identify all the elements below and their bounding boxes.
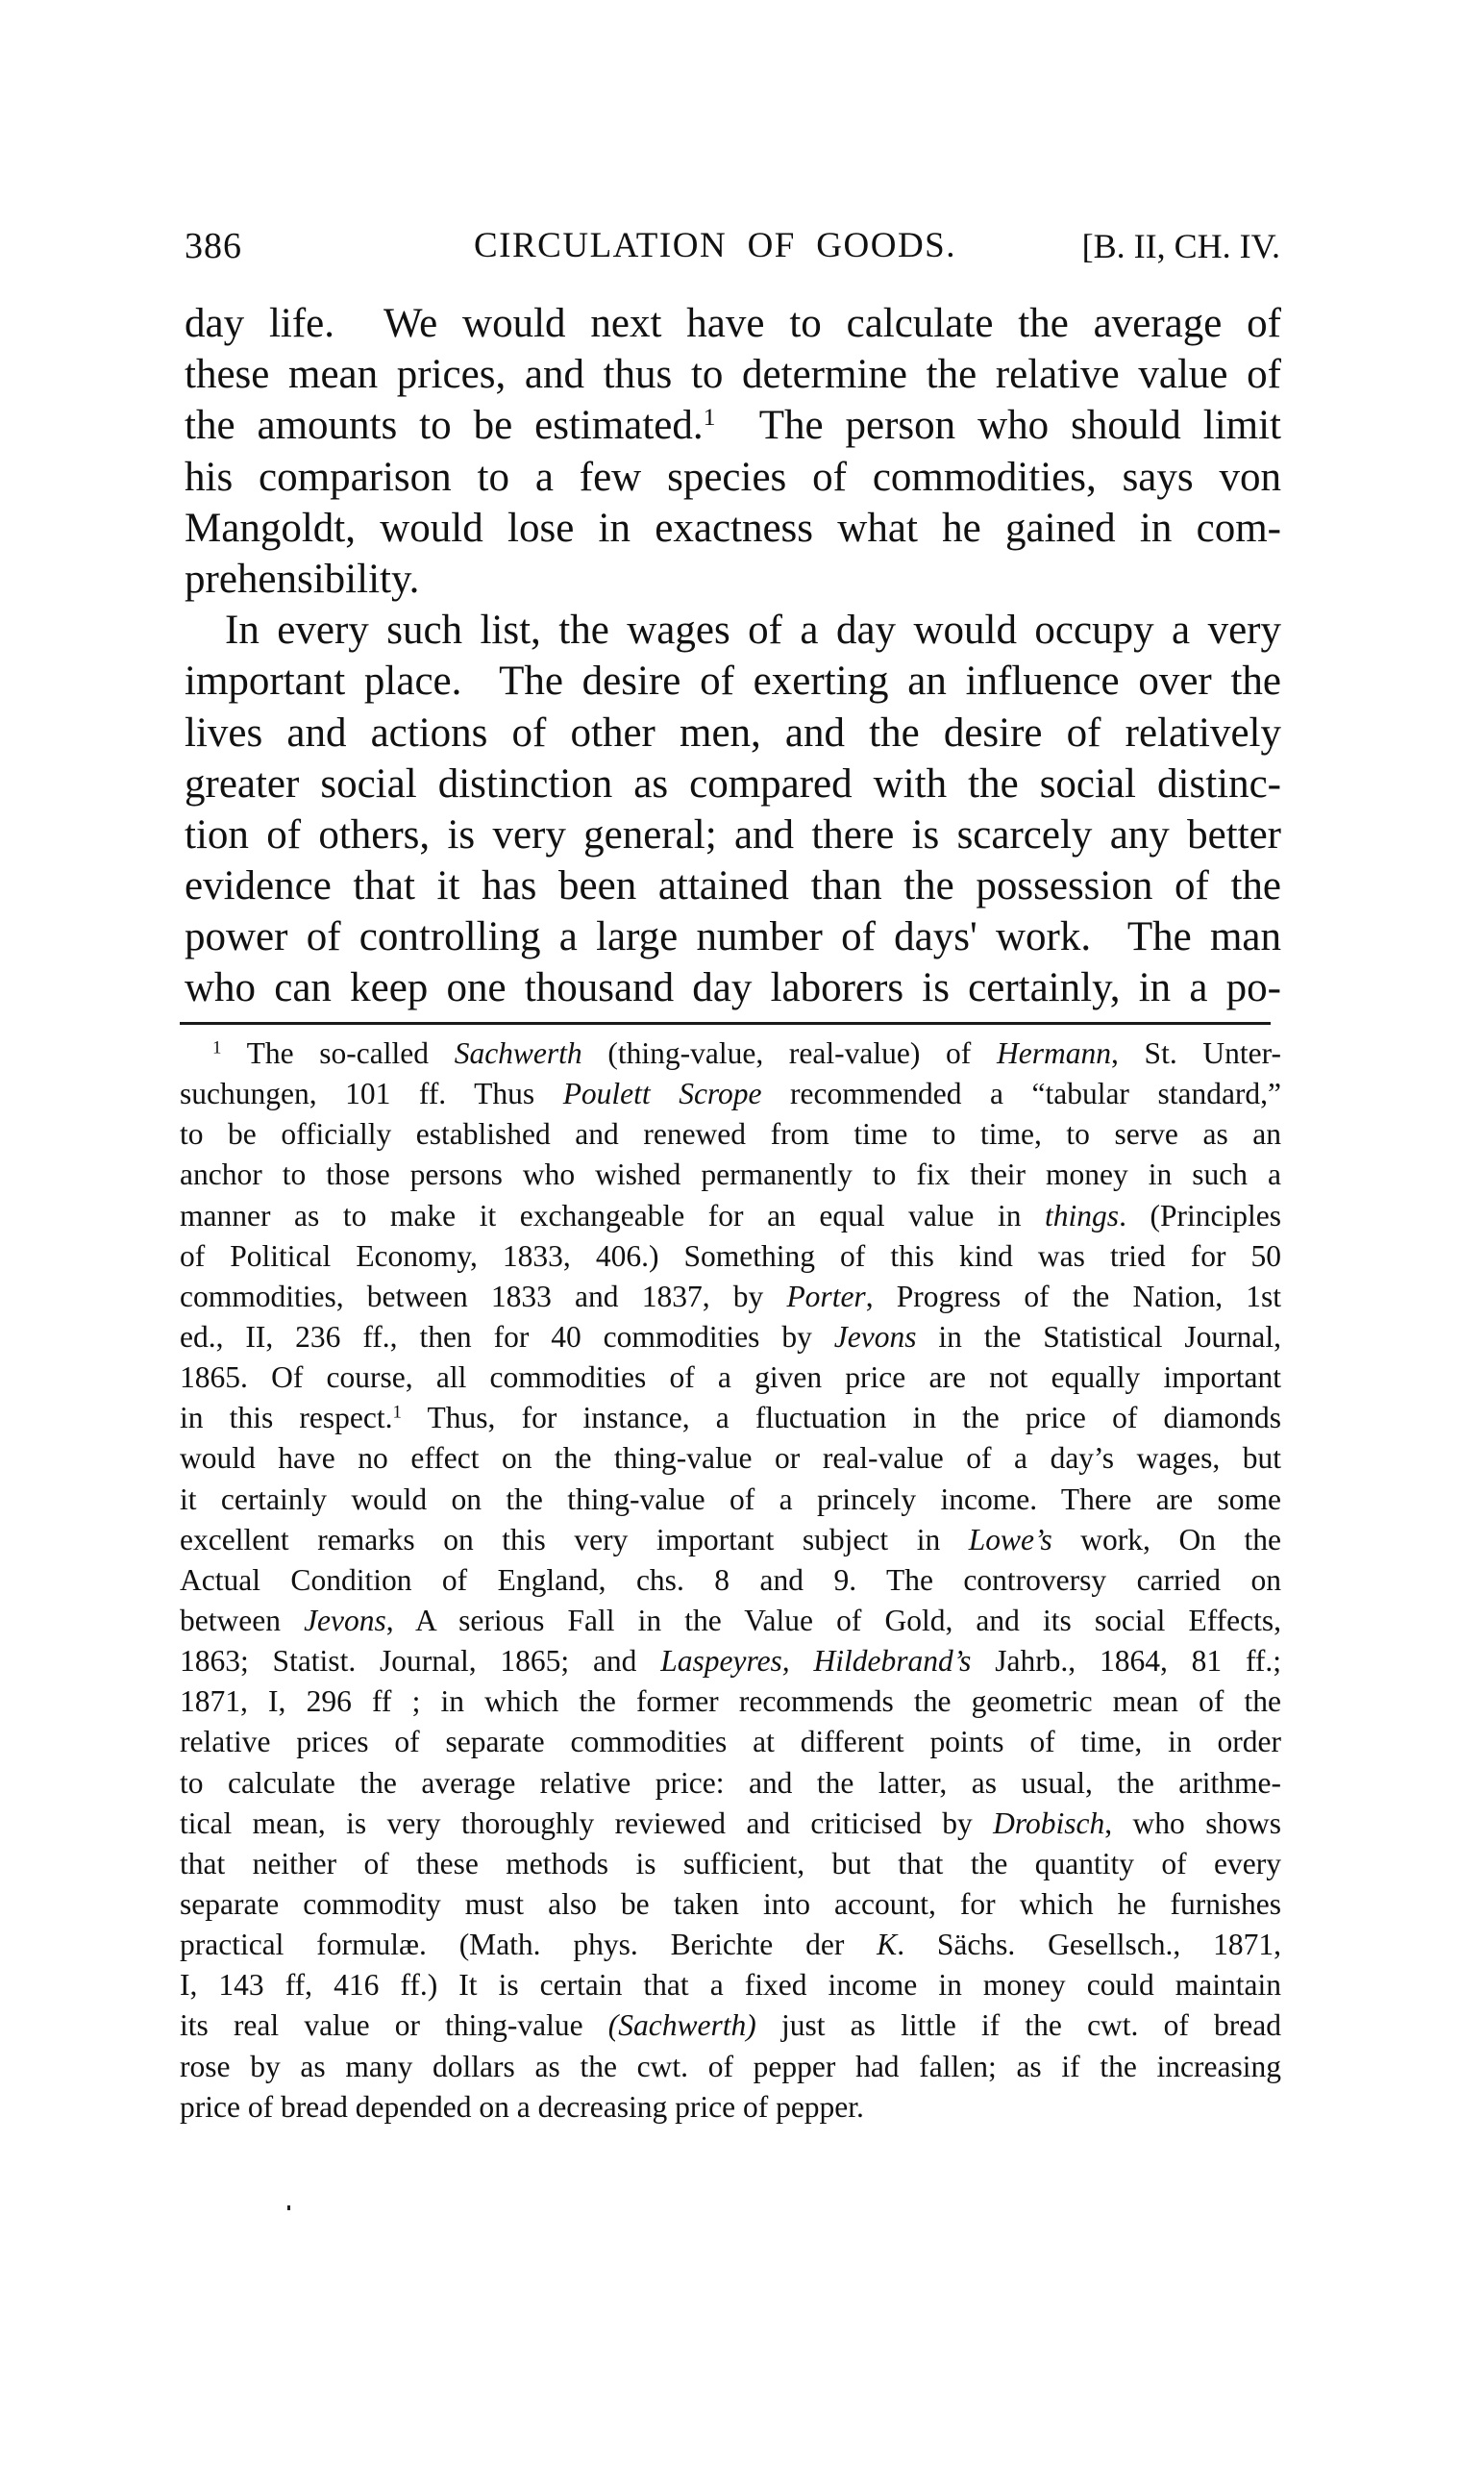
body-line	[185, 298, 1281, 349]
footnote-line	[180, 1196, 1281, 1236]
text-run: just as little if the cwt. of bread	[755, 2008, 1281, 2043]
text-run: greater social distinction as compared with the social distinc-	[185, 760, 1281, 807]
text-run: power of controlling a large number of days' work. The man	[185, 914, 1281, 960]
text-run: The so-called	[221, 1036, 455, 1070]
body-line	[185, 554, 1281, 605]
text-run: between	[180, 1603, 305, 1637]
text-run: , who shows	[1104, 1805, 1281, 1840]
text-run: , St. Unter-	[1110, 1036, 1281, 1070]
italic-text: Hermann	[996, 1036, 1111, 1070]
body-line	[185, 349, 1281, 400]
italic-text: Jevons	[833, 1319, 917, 1354]
body-line	[185, 452, 1281, 503]
body-line	[185, 759, 1281, 809]
text-run: tical mean, is very thoroughly reviewed and criticised by	[180, 1805, 994, 1840]
body-line	[185, 400, 1281, 451]
text-run: work, On the	[1051, 1522, 1281, 1556]
footnote-marker: 1	[392, 1402, 402, 1423]
text-run: important place. The desire of exerting an influence over the	[185, 659, 1281, 705]
body-line	[185, 708, 1281, 759]
text-run: Mangoldt, would lose in exactness what he gained in com-	[185, 505, 1281, 551]
footnote-line	[180, 1804, 1281, 1844]
footnote	[180, 1033, 1281, 2128]
footnote-line	[180, 1641, 1281, 1681]
text-run: relative prices of separate commodities at different points of time, in order	[180, 1725, 1281, 1759]
text-run: prehensibility.	[185, 556, 420, 602]
italic-text: things	[1045, 1198, 1120, 1232]
footnote-line	[180, 1520, 1281, 1560]
text-run: manner as to make it exchangeable for an equal value in	[180, 1198, 1046, 1232]
text-run: 1871, I, 296 ff ; in which the former recommends the geometric mean of the	[180, 1684, 1281, 1719]
footnote-line	[180, 1884, 1281, 1925]
text-run: The person who should limit	[715, 403, 1281, 449]
text-run: . Sächs. Gesellsch., 1871,	[897, 1928, 1281, 1962]
text-run: ed., II, 236 ff., then for 40 commodities by	[180, 1319, 834, 1354]
body-line	[185, 605, 1281, 656]
body-line	[185, 809, 1281, 860]
text-run: would have no effect on the thing-value or real-value of a day’s wages, but	[180, 1441, 1281, 1476]
text-run: the amounts to be estimated.	[185, 403, 704, 449]
italic-text: K	[877, 1928, 898, 1962]
text-run: . (Principles	[1119, 1198, 1281, 1232]
footnote-line	[180, 1722, 1281, 1762]
body-line	[185, 911, 1281, 962]
footnote-line	[180, 1074, 1281, 1114]
footnote-line	[180, 1681, 1281, 1722]
text-run: it certainly would on the thing-value of a princely income. There are some	[180, 1481, 1281, 1516]
text-run: tion of others, is very general; and there is scarcely any better	[185, 811, 1281, 858]
text-run: commodities, between 1833 and 1837, by	[180, 1279, 787, 1313]
text-run: anchor to those persons who wished permanently to fix their money in such a	[180, 1158, 1281, 1192]
text-run: who can keep one thousand day laborers is certainly, in a po-	[185, 965, 1281, 1011]
print-speck	[287, 2205, 290, 2210]
footnote-line	[180, 1398, 1281, 1438]
italic-text: Laspeyres, Hildebrand’s	[660, 1644, 972, 1679]
text-run: 1863; Statist. Journal, 1865; and	[180, 1644, 661, 1679]
footnote-line	[180, 2005, 1281, 2046]
italic-text: Lowe’s	[968, 1522, 1052, 1556]
text-run: 1865. Of course, all commodities of a given price are not equally important	[180, 1360, 1281, 1395]
text-run: day life. We would next have to calculate the average of	[185, 301, 1281, 346]
text-run: that neither of these methods is sufficient, but that the quantity of every	[180, 1846, 1281, 1880]
body-line	[185, 962, 1281, 1013]
text-run: I, 143 ff, 416 ff.) It is certain that a fixed income in money could maintain	[180, 1968, 1281, 2003]
footnote-line	[180, 1357, 1281, 1398]
italic-text: Drobisch	[993, 1805, 1105, 1840]
text-run: to be officially established and renewed from time to time, to serve as an	[180, 1117, 1281, 1152]
footnote-line	[180, 1277, 1281, 1317]
footnote-divider	[180, 1022, 1271, 1025]
italic-text: Jevons	[304, 1603, 386, 1637]
footnote-line	[180, 1236, 1281, 1277]
text-run: recommended a “tabular standard,”	[761, 1077, 1282, 1111]
footnote-line	[180, 1155, 1281, 1195]
text-run: excellent remarks on this very important subject in	[180, 1522, 969, 1556]
text-run: its real value or thing-value	[180, 2008, 608, 2043]
footnote-marker: 1	[212, 1037, 222, 1058]
italic-text: Porter	[786, 1279, 866, 1313]
footnote-line	[180, 1844, 1281, 1884]
footnote-line	[180, 1925, 1281, 1965]
text-run: to calculate the average relative price: and the latter, as usual, the arithme-	[180, 1765, 1281, 1800]
text-run: Actual Condition of England, chs. 8 and 9. The controversy carried on	[180, 1562, 1281, 1597]
text-run: in this respect.	[180, 1401, 393, 1435]
text-run: in the Statistical Journal,	[916, 1319, 1281, 1354]
text-run: separate commodity must also be taken into account, for which he furnishes	[180, 1886, 1281, 1921]
page-number: 386	[185, 226, 242, 266]
body-line	[185, 860, 1281, 911]
text-run: these mean prices, and thus to determine the relative value of	[185, 352, 1281, 398]
footnote-line	[180, 1763, 1281, 1804]
text-run: Thus, for instance, a fluctuation in the price of diamonds	[401, 1401, 1281, 1435]
footnote-line	[180, 1033, 1281, 1074]
footnote-line	[180, 1114, 1281, 1155]
footnote-line	[180, 1480, 1281, 1520]
text-run: (thing-value, real-value) of	[581, 1036, 997, 1070]
section-reference: [B. II, CH. IV.	[1081, 227, 1280, 265]
text-run: his comparison to a few species of commodities, says von	[185, 454, 1281, 500]
footnote-line	[180, 2087, 1281, 2128]
text-run: rose by as many dollars as the cwt. of pepper had fallen; as if the increasing	[180, 2049, 1281, 2083]
text-run: , Progress of the Nation, 1st	[865, 1279, 1282, 1313]
text-run: In every such list, the wages of a day would occupy a very	[225, 608, 1281, 654]
italic-text: Sachwerth	[454, 1036, 582, 1070]
body-line	[185, 656, 1281, 707]
footnote-line	[180, 1438, 1281, 1479]
running-title: CIRCULATION OF GOODS.	[474, 226, 956, 265]
footnote-line	[180, 1965, 1281, 2005]
text-run: Jahrb., 1864, 81 ff.;	[971, 1644, 1281, 1679]
body-text	[185, 298, 1281, 1014]
text-run: , A serious Fall in the Value of Gold, and its social Effects,	[385, 1603, 1281, 1637]
text-run: practical formulæ. (Math. phys. Berichte der	[180, 1928, 878, 1962]
italic-text: (Sachwerth)	[607, 2008, 756, 2043]
text-run: price of bread depended on a decreasing price of pepper.	[180, 2089, 864, 2124]
text-run: of Political Economy, 1833, 406.) Something of this kind was tried for 50	[180, 1238, 1281, 1273]
text-run: suchungen, 101 ff. Thus	[180, 1077, 563, 1111]
footnote-marker: 1	[703, 403, 716, 432]
footnote-line	[180, 1601, 1281, 1641]
text-run: evidence that it has been attained than the possession of the	[185, 863, 1281, 909]
footnote-line	[180, 1317, 1281, 1357]
footnote-line	[180, 2047, 1281, 2087]
italic-text: Poulett Scrope	[562, 1077, 762, 1111]
footnote-line	[180, 1560, 1281, 1601]
text-run: lives and actions of other men, and the desire of relatively	[185, 710, 1281, 756]
body-line	[185, 503, 1281, 554]
